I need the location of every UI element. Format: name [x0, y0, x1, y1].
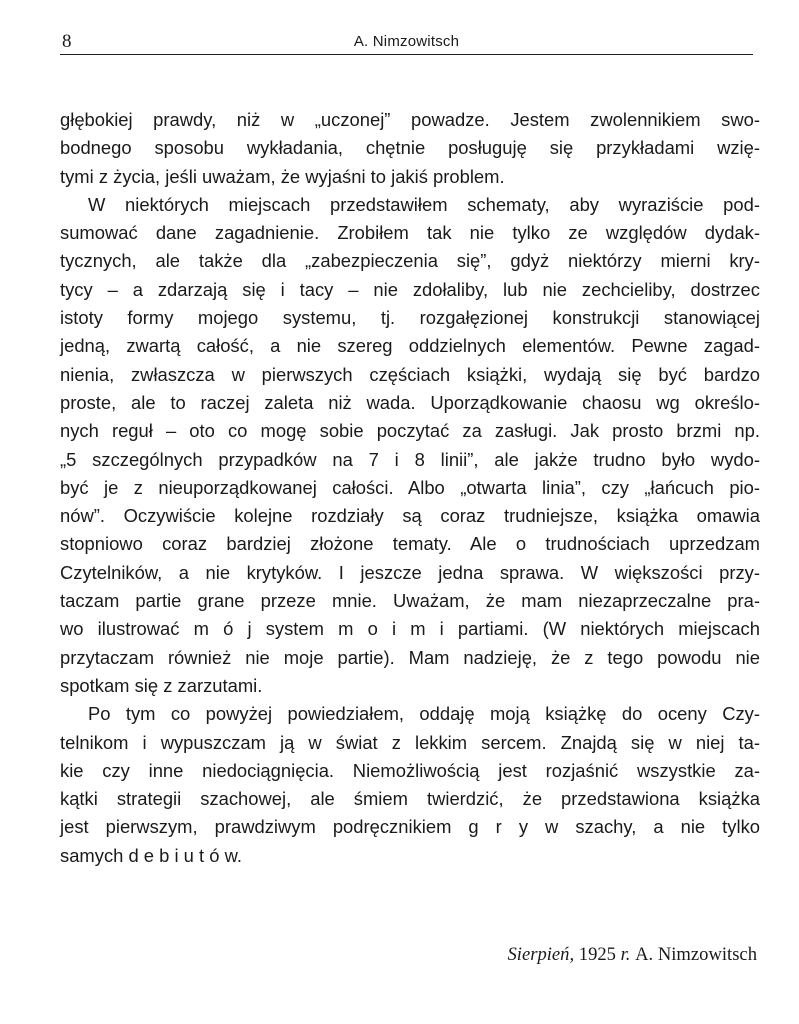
text-line: nów”. Oczywiście kolejne rozdziały są coraz trudniejsze, książka omawia [60, 505, 760, 527]
signature-year: 1925 [578, 944, 616, 965]
text-line: istoty formy mojego systemu, tj. rozgałęzionej konstrukcji stanowiącej [60, 307, 760, 329]
text-line: wo ilustrować m ó j system m o i m i partiami. (W niektórych miejscach [60, 618, 760, 640]
page-number: 8 [62, 31, 72, 52]
text-line: Po tym co powyżej powiedziałem, oddaję moją książkę do oceny Czy- [88, 703, 760, 725]
text-line: spotkam się z zarzutami. [60, 674, 263, 696]
text-line: sumować dane zagadnienie. Zrobiłem tak nie tylko ze względów dydak- [60, 222, 760, 244]
text-line: Czytelników, a nie krytyków. I jeszcze jedna sprawa. W większości przy- [60, 561, 760, 583]
signature-r: r. [620, 944, 631, 965]
text-line: głębokiej prawdy, niż w „uczonej” powadze. Jestem zwolennikiem swo- [60, 109, 760, 130]
text-line: jest pierwszym, prawdziwym podręcznikiem g r y w szachy, a nie tylko [60, 816, 760, 838]
text-line: taczam partie grane przeze mnie. Uważam, że mam niezaprzeczalne pra- [60, 590, 760, 612]
text-line: nienia, zwłaszcza w pierwszych częściach książki, wydają się być bardzo [60, 363, 760, 385]
running-head: A. Nimzowitsch [353, 33, 460, 50]
text-line: „5 szczególnych przypadków na 7 i 8 linii”, ale jakże trudno było wydo- [60, 448, 760, 470]
body-text [60, 106, 760, 870]
text-line: bodnego sposobu wykładania, chętnie posługuję się przykładami wzię- [60, 137, 760, 159]
signature [508, 944, 758, 966]
page-header [60, 28, 753, 55]
text-line: kątki strategii szachowej, ale śmiem twierdzić, że przedstawiona książka [60, 788, 760, 810]
text-line: tycznych, ale także dla „zabezpieczenia się”, gdyż niektórzy mierni kry- [60, 250, 760, 272]
text-line: telnikom i wypuszczam ją w świat z lekkim sercem. Znajdą się w niej ta- [60, 731, 760, 753]
text-line: nych reguł – oto co mogę sobie poczytać za zasługi. Jak prosto brzmi np. [60, 420, 760, 442]
text-line: stopniowo coraz bardziej złożone tematy. Ale o trudnościach uprzedzam [60, 533, 760, 555]
text-line: tycy – a zdarzają się i tacy – nie zdołaliby, lub nie zechcieliby, dostrzec [60, 278, 760, 300]
text-line: tymi z życia, jeśli uważam, że wyjaśni to jakiś problem. [60, 165, 505, 187]
text-line: przytaczam również nie moje partie). Mam nadzieję, że z tego powodu nie [60, 646, 760, 668]
text-line: kie czy inne niedociągnięcia. Niemożliwością jest rozjaśnić wszystkie za- [60, 759, 760, 781]
text-line: samych d e b i u t ó w. [60, 844, 242, 866]
signature-month: Sierpień, [507, 944, 575, 965]
text-line: być je z nieuporządkowanej całości. Albo „otwarta linia”, czy „łańcuch pio- [60, 476, 760, 498]
text-line: W niektórych miejscach przedstawiłem schematy, aby wyraziście pod- [88, 193, 760, 215]
text-line: jedną, zwartą całość, a nie szereg oddzielnych elementów. Pewne zagad- [60, 335, 760, 357]
signature-author: A. Nimzowitsch [635, 944, 757, 965]
text-line: proste, ale to raczej zaleta niż wada. Uporządkowanie chaosu wg określo- [60, 391, 760, 413]
